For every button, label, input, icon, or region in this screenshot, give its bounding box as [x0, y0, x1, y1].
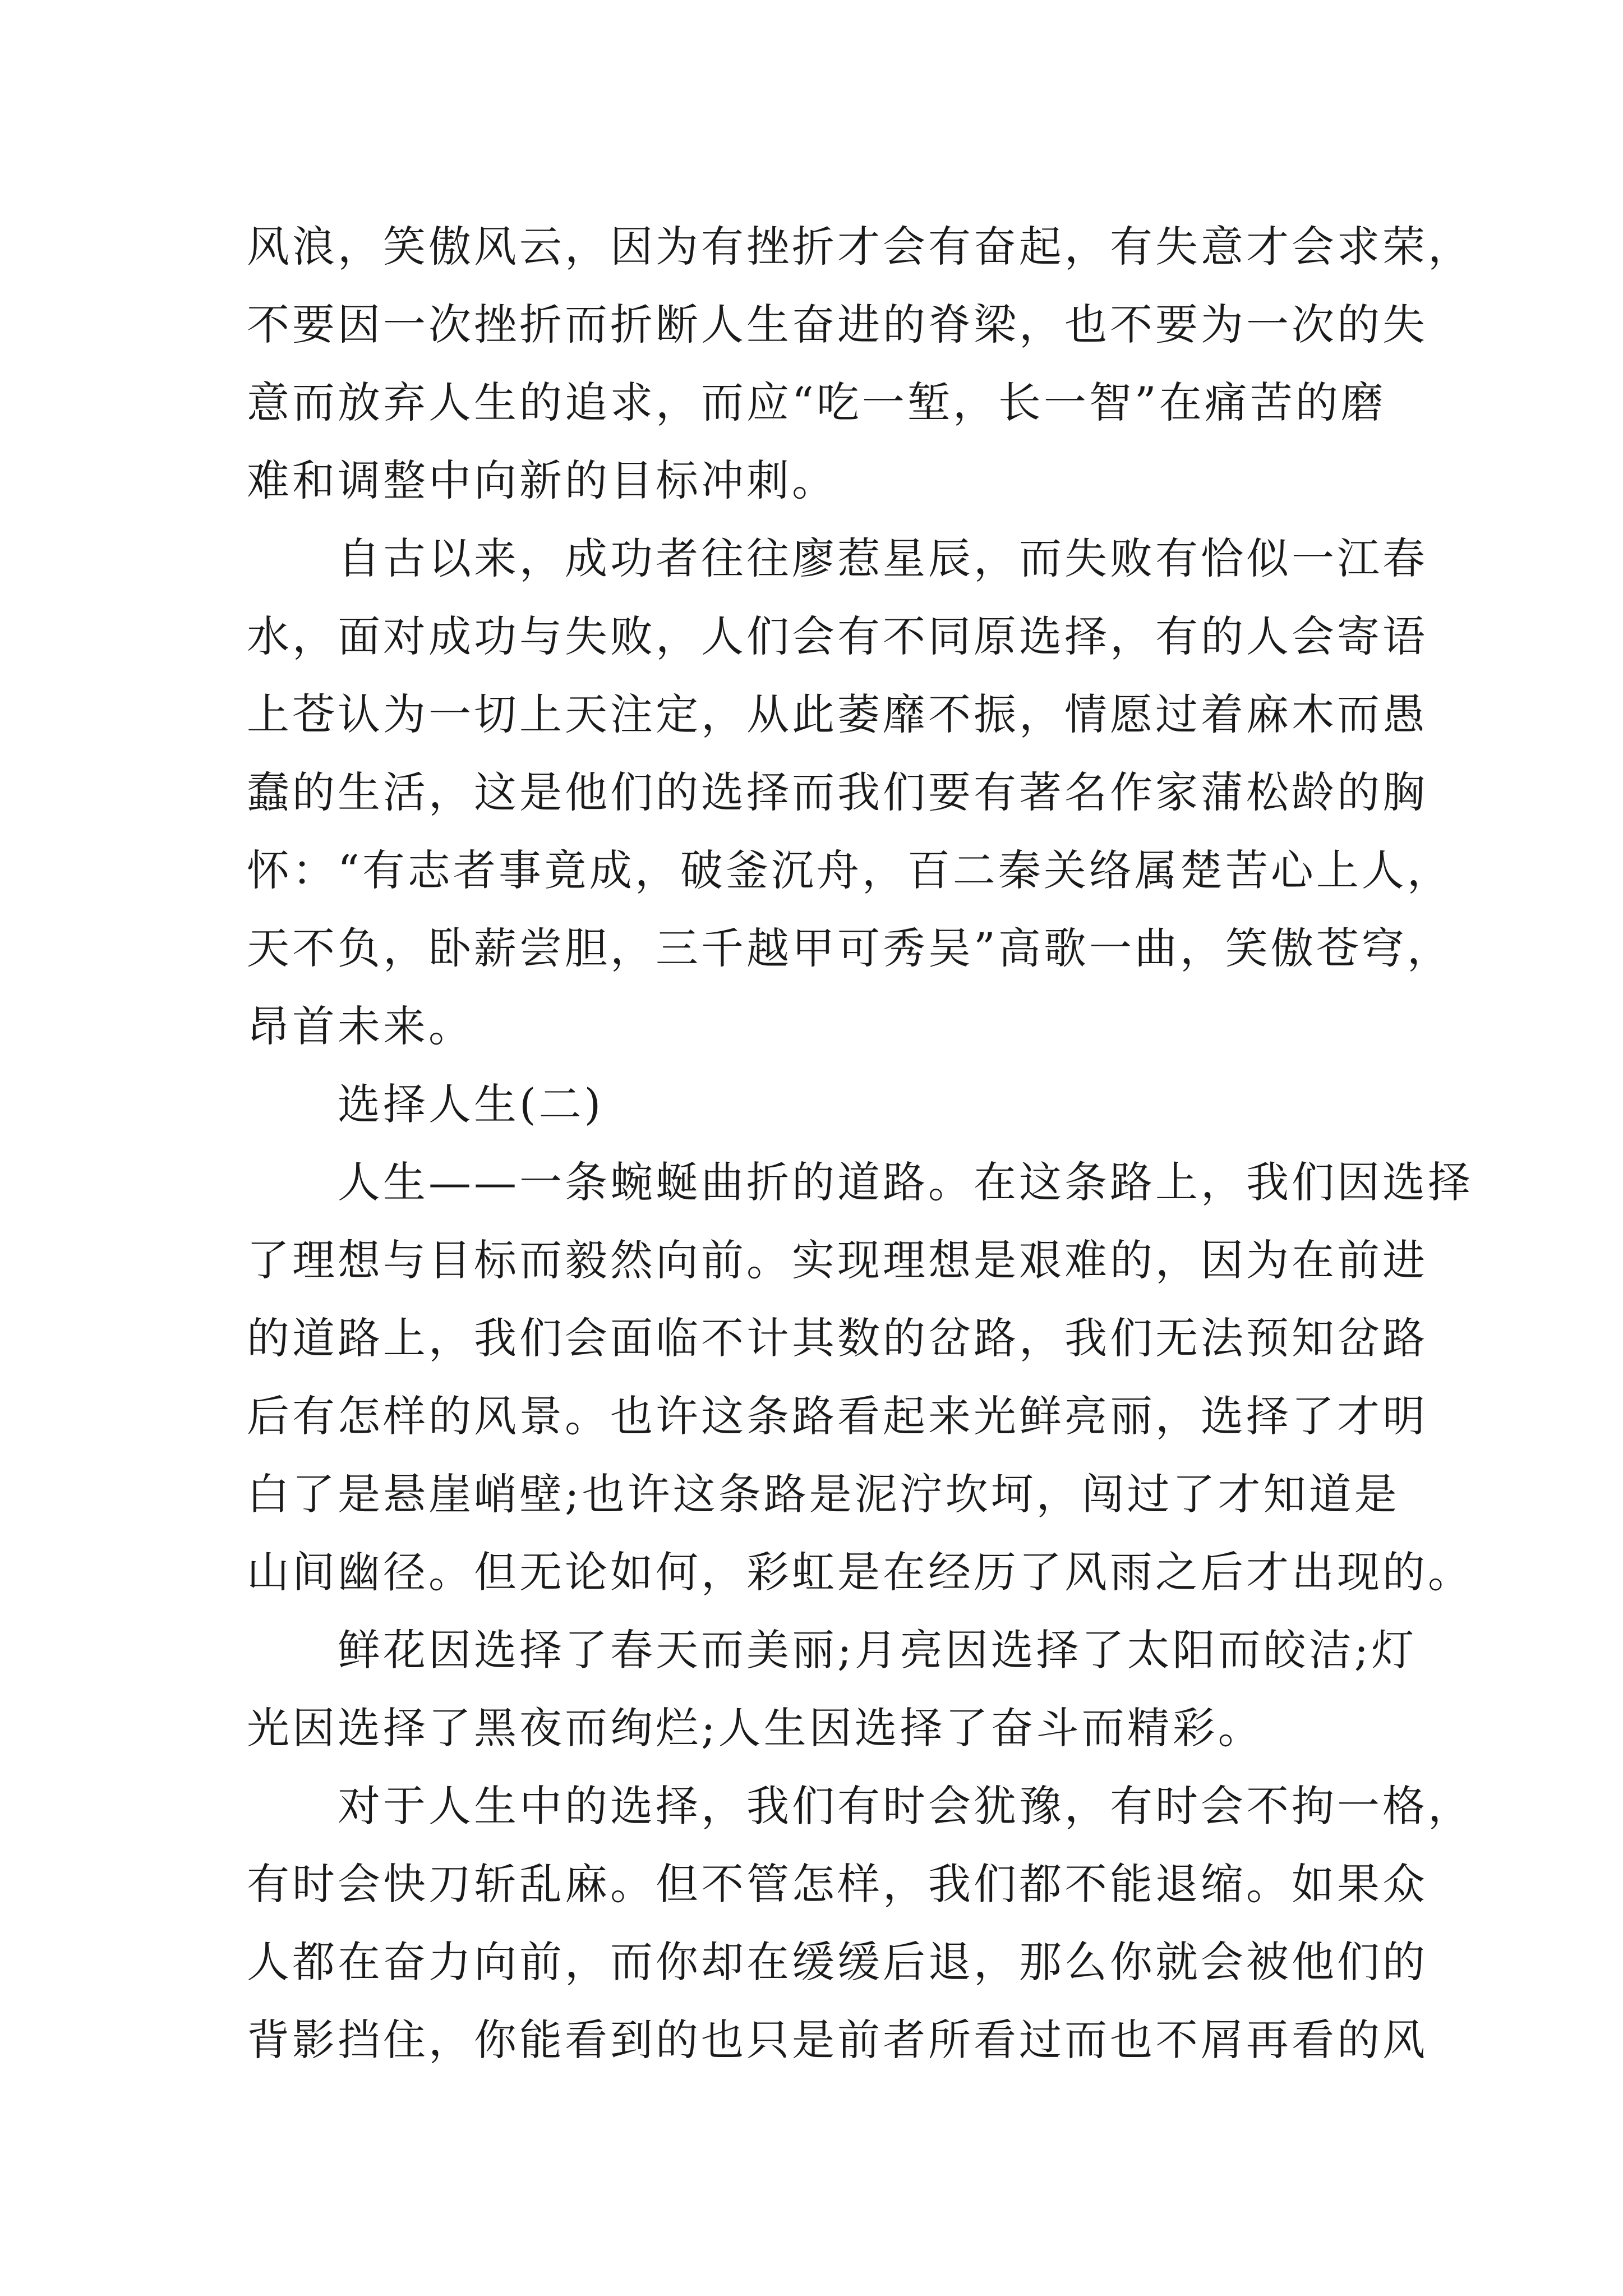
text-line: 蠢的生活，这是他们的选择而我们要有著名作家蒲松龄的胸	[247, 767, 1428, 817]
text-line: 难和调整中向新的目标冲刺。	[247, 455, 837, 505]
text-line: 风浪，笑傲风云，因为有挫折才会有奋起，有失意才会求荣，	[247, 222, 1473, 272]
text-line: 后有怎样的风景。也许这条路看起来光鲜亮丽，选择了才明	[247, 1391, 1428, 1441]
text-line: 水，面对成功与失败，人们会有不同原选择，有的人会寄语	[247, 611, 1428, 661]
text-line: 了理想与目标而毅然向前。实现理想是艰难的，因为在前进	[247, 1235, 1428, 1285]
text-line: 上苍认为一切上天注定，从此萎靡不振，情愿过着麻木而愚	[247, 689, 1428, 739]
text-line: 有时会快刀斩乱麻。但不管怎样，我们都不能退缩。如果众	[247, 1859, 1428, 1909]
text-line: 不要因一次挫折而折断人生奋进的脊梁，也不要为一次的失	[247, 300, 1428, 349]
text-line: 人都在奋力向前，而你却在缓缓后退，那么你就会被他们的	[247, 1937, 1428, 1987]
text-line: 昂首未来。	[247, 1001, 474, 1051]
text-line: 人生——一条蜿蜒曲折的道路。在这条路上，我们因选择	[338, 1157, 1473, 1207]
text-line: 的道路上，我们会面临不计其数的岔路，我们无法预知岔路	[247, 1313, 1428, 1363]
text-line: 意而放弃人生的追求，而应“吃一堑，长一智”在痛苦的磨	[247, 378, 1386, 427]
text-line: 背影挡住，你能看到的也只是前者所看过而也不屑再看的风	[247, 2015, 1428, 2065]
text-line: 对于人生中的选择，我们有时会犹豫，有时会不拘一格，	[338, 1781, 1473, 1831]
text-line: 光因选择了黑夜而绚烂;人生因选择了奋斗而精彩。	[247, 1703, 1264, 1753]
text-line: 山间幽径。但无论如何，彩虹是在经历了风雨之后才出现的。	[247, 1547, 1473, 1597]
text-line: 天不负，卧薪尝胆，三千越甲可秀吴”高歌一曲，笑傲苍穹，	[247, 923, 1453, 973]
text-line: 自古以来，成功者往往廖惹星辰，而失败有恰似一江春	[338, 533, 1428, 583]
document-body	[247, 208, 1473, 2079]
text-line: 白了是悬崖峭壁;也许这条路是泥泞坎坷，闯过了才知道是	[247, 1469, 1400, 1519]
text-line: 鲜花因选择了春天而美丽;月亮因选择了太阳而皎洁;灯	[338, 1625, 1417, 1675]
text-line: 怀：“有志者事竟成，破釜沉舟，百二秦关络属楚苦心上人，	[247, 845, 1453, 895]
text-line: 选择人生(二)	[338, 1079, 604, 1129]
